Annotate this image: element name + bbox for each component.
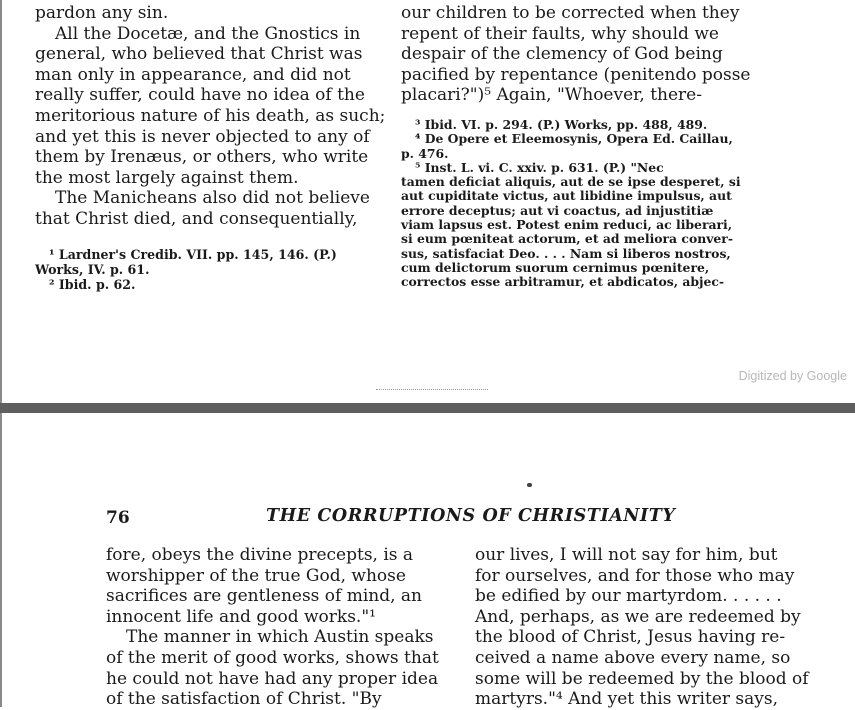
page-number: 76 xyxy=(106,508,130,528)
text-line: man only in appearance, and did not xyxy=(35,64,351,85)
text-line: of the satisfaction of Christ. "By xyxy=(106,689,382,710)
lower-left-column xyxy=(106,545,462,710)
text-line: pacified by repentance (penitendo posse xyxy=(401,64,751,85)
text-line: he could not have had any proper idea xyxy=(106,668,439,689)
footnote-line: sus, satisfaciat Deo. . . . Nam si liberos nostros, xyxy=(401,245,731,261)
text-line: the most largely against them. xyxy=(35,167,299,188)
text-line: meritorious nature of his death, as such; xyxy=(35,105,386,126)
text-line: them by Irenæus, or others, who write xyxy=(35,147,369,168)
footnote-line: tamen deficiat aliquis, aut de se ipse desperet, si xyxy=(401,174,741,190)
text-line: ceived a name above every name, so xyxy=(475,647,791,668)
text-line: despair of the clemency of God being xyxy=(401,44,723,65)
footnote-line: viam lapsus est. Potest enim reduci, ac liberari, xyxy=(401,217,733,233)
text-line: and yet this is never objected to any of xyxy=(35,126,370,147)
lower-right-column xyxy=(475,545,831,710)
footnote-line: p. 476. xyxy=(401,145,449,161)
footnote-line: ⁵ Inst. L. vi. C. xxiv. p. 631. (P.) "Nec xyxy=(415,159,664,175)
text-line: that Christ died, and consequentially, xyxy=(35,208,358,229)
watermark: Digitized by Google xyxy=(738,369,847,383)
page-separator xyxy=(0,403,855,413)
footnote-line: aut cupiditate victus, aut libidine impulsus, aut xyxy=(401,188,732,204)
upper-left-column xyxy=(35,3,390,230)
footnote-line: ³ Ibid. VI. p. 294. (P.) Works, pp. 488, 489. xyxy=(415,117,708,132)
text-line: innocent life and good works."¹ xyxy=(106,606,376,627)
text-line: worshipper of the true God, whose xyxy=(106,565,406,586)
page-edge-line xyxy=(0,413,2,707)
text-line: our children to be corrected when they xyxy=(401,3,740,23)
text-line: The manner in which Austin speaks xyxy=(126,627,434,648)
text-line: The Manicheans also did not believe xyxy=(55,188,370,209)
footnote-line: ⁴ De Opere et Eleemosynis, Opera Ed. Caillau, xyxy=(415,131,733,147)
upper-right-footnotes xyxy=(401,118,753,290)
scan-artifact xyxy=(376,389,488,392)
footnote-line: cum delictorum suorum cernimus pœnitere, xyxy=(401,259,710,275)
text-line: general, who believed that Christ was xyxy=(35,44,363,65)
footnote-line: ¹ Lardner's Credib. VII. pp. 145, 146. (P.) xyxy=(49,247,337,262)
text-line: the blood of Christ, Jesus having re- xyxy=(475,627,786,648)
footnote-line: Works, IV. p. 61. xyxy=(35,262,150,277)
text-line: for ourselves, and for those who may xyxy=(475,565,795,586)
text-line: pardon any sin. xyxy=(35,3,169,23)
text-line: our lives, I will not say for him, but xyxy=(475,545,778,565)
upper-left-footnotes xyxy=(35,247,390,292)
text-line: of the merit of good works, shows that xyxy=(106,647,439,668)
page-edge-line xyxy=(0,0,2,403)
footnote-line: correctos esse arbitramur, et abdicatos, abjec- xyxy=(401,274,725,290)
text-line: sacrifices are gentleness of mind, an xyxy=(106,586,423,607)
upper-right-column xyxy=(401,3,753,106)
text-line: martyrs."⁴ And yet this writer says, xyxy=(475,689,778,710)
text-line: repent of their faults, why should we xyxy=(401,23,719,44)
ink-speck xyxy=(527,483,532,487)
text-line: some will be redeemed by the blood of xyxy=(475,668,809,689)
footnote-line: errore deceptus; aut vi coactus, ad injustitiæ xyxy=(401,202,714,218)
running-head: THE CORRUPTIONS OF CHRISTIANITY xyxy=(266,506,676,526)
text-line: be edified by our martyrdom. . . . . . xyxy=(475,586,782,607)
text-line: fore, obeys the divine precepts, is a xyxy=(106,545,414,565)
footnote-line: ² Ibid. p. 62. xyxy=(49,277,136,292)
text-line: All the Docetæ, and the Gnostics in xyxy=(55,23,361,44)
text-line: really suffer, could have no idea of the xyxy=(35,85,365,106)
footnote-line: si eum pœniteat actorum, et ad meliora conver- xyxy=(401,231,733,247)
text-line: And, perhaps, as we are redeemed by xyxy=(475,606,801,627)
text-line: placari?")⁵ Again, "Whoever, there- xyxy=(401,85,702,106)
